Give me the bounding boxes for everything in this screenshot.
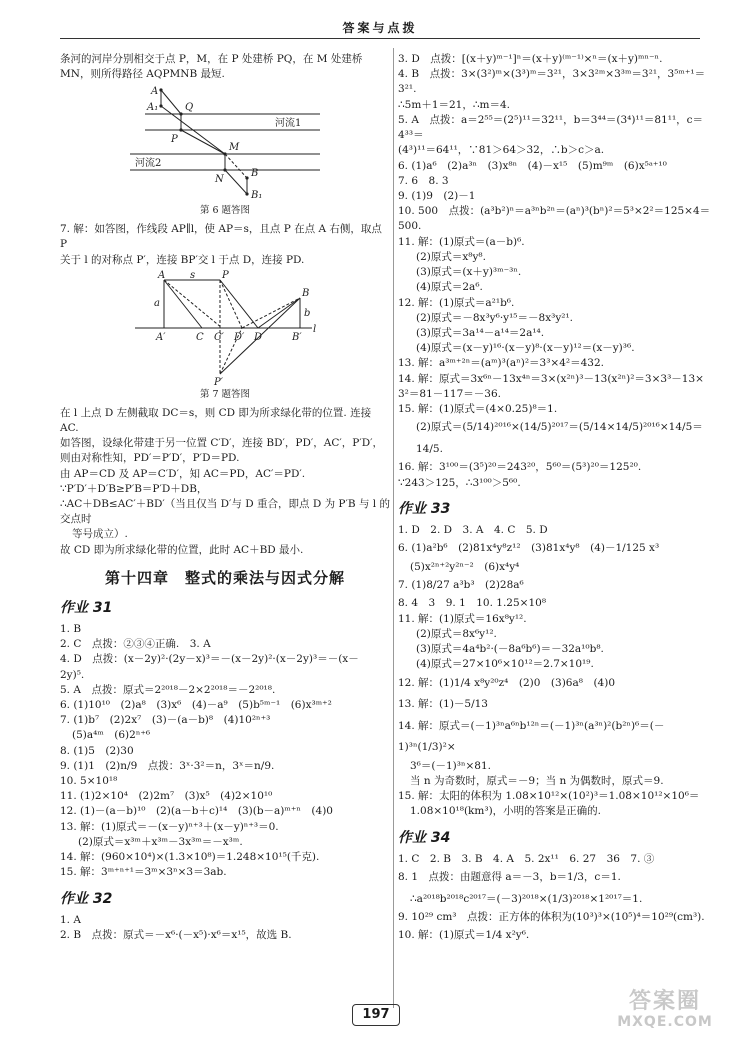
- answer-line: ∴5m＋1＝21，∴m＝4.: [398, 98, 511, 111]
- answer-line: (2)原式＝8x⁶y¹².: [416, 627, 497, 640]
- answer-line: (2)原式＝－8x³y⁶·y¹⁵＝－8x³y²¹.: [416, 311, 574, 324]
- column-divider: [393, 48, 394, 1008]
- section-title: 作业 34: [398, 829, 451, 846]
- answer-line: 9. 10²⁹ cm³ 点拨：正方体的体积为(10³)³×(10⁵)⁴＝10²⁹(cm³).: [398, 911, 705, 924]
- text-line: ∴AC＋DB≤AC′＋BD′（当且仅当 D′与 D 重合，即点 D 为 P′B 与 l 的交点时: [60, 497, 390, 526]
- answer-line: 1. A: [60, 913, 81, 926]
- answer-line: 2. C 点拨：②③④正确. 3. A: [60, 638, 211, 651]
- text-line: 在 l 上点 D 左侧截取 DC＝s，则 CD 即为所求绿化带的位置. 连接: [60, 406, 372, 419]
- answer-line: 7. (1)8/27 a³b³ (2)28a⁶: [398, 578, 524, 591]
- text-line: 条河的河岸分别相交于点 P，M，在 P 处建桥 PQ，在 M 处建桥: [60, 53, 363, 65]
- text-line: 7. 解：如答图，作线段 AP∥l，使 AP＝s，且点 P 在点 A 右侧，取点 P: [60, 223, 386, 251]
- answer-line: 14. 解：(960×10⁴)×(1.3×10⁸)＝1.248×10¹⁵(千克).: [60, 851, 320, 864]
- fig7-label: D′: [234, 331, 245, 343]
- answer-line: (2)原式＝x⁸y⁸.: [416, 250, 486, 263]
- fig7-label: D: [254, 331, 263, 343]
- figure-7-caption: 第 7 题答图: [199, 388, 251, 400]
- answer-line: 3²＝81－117＝－36.: [398, 387, 501, 400]
- answer-line: (3)原式＝4a⁴b²·(－8a⁶b⁶)＝－32a¹⁰b⁸.: [416, 643, 604, 656]
- answer-line: 13. 解：(1)原式＝－(x－y)ⁿ⁺³＋(x－y)ⁿ⁺³＝0.: [60, 820, 279, 833]
- answer-line: 12. 解：(1)1/4 x⁸y²⁰z⁴ (2)0 (3)6a⁸ (4)0: [398, 676, 615, 689]
- text-line: ∵P′D′＋D′B≥P′B＝P′D＋DB，: [60, 482, 208, 495]
- fig7-label: A: [158, 269, 166, 281]
- answer-line: 14. 解：原式＝3x⁶ⁿ－13x⁴ⁿ＝3×(x²ⁿ)³－13(x²ⁿ)²＝3×3³－13×: [398, 372, 704, 385]
- answer-line: 9. (1)1 (2)n/9 点拨：3ˣ·3²＝n，3ˣ＝n/9.: [60, 759, 275, 772]
- answer-line: 12. 解：(1)原式＝a²¹b⁶.: [398, 296, 515, 309]
- fig7-label: s: [190, 269, 196, 281]
- fig7-label: C′: [214, 331, 224, 343]
- answer-line: 2y)⁵.: [60, 668, 85, 681]
- answer-line: (3)原式＝3a¹⁴－a¹⁴＝2a¹⁴.: [416, 326, 545, 339]
- fig7-label: b: [304, 307, 311, 319]
- watermark-logo: [600, 990, 730, 1034]
- answer-line: 15. 解：太阳的体积为 1.08×10¹²×(10²)³＝1.08×10¹²×10⁶＝: [398, 790, 700, 803]
- text-line: 则由对称性知，PD′＝P′D′，P′D＝PD.: [60, 452, 240, 465]
- answer-line: (2)原式＝x³ᵐ＋x³ᵐ－3x³ᵐ＝－x³ᵐ.: [78, 835, 243, 848]
- answer-line: 10. 5×10¹⁸: [60, 775, 118, 788]
- section-title: 作业 31: [60, 599, 113, 616]
- answer-line: 3. D 点拨：[(x＋y)ᵐ⁻¹]ⁿ＝(x＋y)⁽ᵐ⁻¹⁾×ⁿ＝(x＋y)ᵐⁿ⁻ⁿ.: [398, 53, 663, 65]
- left-column: [60, 52, 390, 943]
- answer-line: 9. (1)9 (2)－1: [398, 189, 476, 202]
- answer-line: 5. A 点拨：原式＝2²⁰¹⁸－2×2²⁰¹⁸＝－2²⁰¹⁸.: [60, 683, 276, 696]
- answer-line: 8. (1)5 (2)30: [60, 744, 134, 757]
- right-column: [398, 52, 718, 947]
- answer-line: (3)原式＝(x＋y)³ᵐ⁻³ⁿ.: [416, 266, 522, 279]
- answer-line: 7. (1)b⁷ (2)2x⁷ (3)－(a－b)⁸ (4)10²ⁿ⁺³: [60, 714, 271, 727]
- answer-line: 10. 500 点拨：(a³b²)ⁿ＝a³ⁿb²ⁿ＝(aⁿ)³(bⁿ)²＝5³×2²＝125×4＝500.: [398, 205, 711, 233]
- answer-line: 11. (1)2×10⁴ (2)2m⁷ (3)x⁵ (4)2×10¹⁰: [60, 790, 273, 803]
- fig7-label: A′: [156, 331, 166, 343]
- text-line: 等号成立）.: [72, 528, 128, 541]
- fig6-label: Q: [185, 102, 194, 114]
- answer-line: 4. D 点拨：(x－2y)²·(2y－x)³＝－(x－2y)²·(x－2y)³＝－(x－: [60, 653, 359, 666]
- fig6-label: 河流1: [275, 118, 302, 130]
- answer-line: 2. B 点拨：原式＝－x⁶·(－x⁵)·x⁶＝x¹⁵，故选 B.: [60, 929, 292, 942]
- answer-line: 8. 1 点拨：由题意得 a＝－3，b＝1/3，c＝1.: [398, 871, 621, 884]
- answer-line: 14. 解：原式＝(－1)³ⁿa⁶ⁿb¹²ⁿ＝(－1)³ⁿ(a³ⁿ)²(b²ⁿ)⁶＝(－1)³ⁿ(1/3)²×: [398, 719, 665, 754]
- fig6-label: P: [171, 134, 178, 146]
- fig7-label: a: [154, 297, 160, 309]
- answer-line: 15. 解：(1)原式＝(4×0.25)⁸＝1.: [398, 403, 558, 416]
- answer-line: 13. 解：a³ᵐ⁺²ⁿ＝(aᵐ)³(aⁿ)²＝3³×4²＝432.: [398, 357, 605, 370]
- section-title: 作业 33: [398, 500, 451, 517]
- fig7-label: P′: [214, 376, 223, 386]
- text-line: 关于 l 的对称点 P′，连接 BP′交 l 于点 D，连接 PD.: [60, 253, 305, 266]
- answer-line: 16. 解：3¹⁰⁰＝(3⁵)²⁰＝243²⁰，5⁶⁰＝(5³)²⁰＝125²⁰.: [398, 461, 642, 474]
- answer-line: 3⁶＝(－1)³ⁿ×81.: [410, 759, 492, 772]
- answer-line: 7. 6 8. 3: [398, 174, 449, 187]
- text-line: AC.: [60, 421, 79, 434]
- answer-line: ∴a²⁰¹⁸b²⁰¹⁸c²⁰¹⁷＝(－3)²⁰¹⁸×(1/3)²⁰¹⁸×1²⁰¹⁷＝1.: [410, 892, 643, 905]
- chapter-title: 第十四章 整式的乘法与因式分解: [104, 568, 345, 587]
- figure-6-caption: 第 6 题答图: [199, 205, 251, 217]
- section-title: 作业 32: [60, 890, 113, 907]
- watermark-url: MXQE.COM: [617, 1014, 713, 1030]
- answer-line: 11. 解：(1)原式＝(a－b)⁶.: [398, 235, 525, 248]
- answer-line: 5. A 点拨：a＝2⁵⁵＝(2⁵)¹¹＝32¹¹，b＝3⁴⁴＝(3⁴)¹¹＝81¹¹，c＝4³³＝: [398, 113, 704, 142]
- answer-line: (4)原式＝27×10⁶×10¹²＝2.7×10¹⁹.: [416, 658, 594, 671]
- answer-line: (4³)¹¹＝64¹¹，∵81＞64＞32，∴b＞c＞a.: [398, 144, 605, 157]
- fig6-label: 河流2: [135, 158, 162, 170]
- answer-line: 1. D 2. D 3. A 4. C 5. D: [398, 524, 548, 537]
- fig6-label: A₁: [147, 102, 159, 114]
- answer-line: 15. 解：3ᵐ⁺ⁿ⁺¹＝3ᵐ×3ⁿ×3＝3ab.: [60, 866, 227, 879]
- text-line: 由 AP＝CD 及 AP＝C′D′，知 AC＝PD，AC′＝PD′.: [60, 467, 306, 480]
- answer-line: 当 n 为奇数时，原式＝－9；当 n 为偶数时，原式＝9.: [410, 774, 664, 787]
- fig6-label: B₁: [251, 190, 263, 202]
- answer-line: (5)a⁴ᵐ (6)2ⁿ⁺⁶: [72, 729, 151, 742]
- text-line: 如答图，设绿化带建于另一位置 C′D′，连接 BD′，PD′，AC′，P′D′，: [60, 437, 384, 450]
- fig7-label: l: [313, 323, 317, 335]
- answer-line: 12. (1)－(a－b)¹⁰ (2)(a－b＋c)¹⁴ (3)(b－a)ᵐ⁺ⁿ (4)0: [60, 805, 333, 818]
- fig6-label: M: [229, 142, 240, 154]
- answer-line: 6. (1)10¹⁰ (2)a⁸ (3)x⁶ (4)－a⁹ (5)b⁵ᵐ⁻¹ (6)x³ᵐ⁺²: [60, 698, 332, 711]
- answer-line: 1.08×10¹⁸(km³)，小明的答案是正确的.: [410, 805, 602, 818]
- answer-line: 8. 4 3 9. 1 10. 1.25×10⁸: [398, 597, 547, 610]
- text-line: 故 CD 即为所求绿化带的位置，此时 AC＋BD 最小.: [60, 543, 304, 556]
- answer-line: (2)原式＝(5/14)²⁰¹⁶×(14/5)²⁰¹⁷＝(5/14×14/5)²⁰¹⁶×14/5＝14/5.: [416, 421, 703, 455]
- answer-line: 6. (1)a²b⁶ (2)81x⁴y⁸z¹² (3)81x⁴y⁸ (4)－1/125 x³: [398, 542, 660, 555]
- answer-line: (4)原式＝2a⁶.: [416, 281, 483, 294]
- fig7-label: P: [222, 269, 229, 281]
- fig7-label: C: [196, 331, 204, 343]
- fig7-label: B′: [292, 331, 302, 343]
- answer-line: (4)原式＝(x－y)¹⁶·(x－y)⁸·(x－y)¹²＝(x－y)³⁶.: [416, 342, 635, 355]
- page-number: [352, 1004, 400, 1026]
- text-line: MN，则所得路径 AQPMNB 最短.: [60, 68, 225, 81]
- fig7-label: B: [302, 287, 310, 299]
- header-title: 答案与点拨: [342, 21, 418, 35]
- page-header: [60, 20, 700, 39]
- watermark-text: 答案圈: [628, 989, 701, 1014]
- answer-line: 10. 解：(1)原式＝1/4 x²y⁶.: [398, 929, 530, 942]
- page-number-text: 197: [362, 1007, 390, 1022]
- answer-line: 4. B 点拨：3×(3²)ᵐ×(3³)ᵐ＝3²¹，3×3²ᵐ×3³ᵐ＝3²¹，3⁵ᵐ⁺¹＝3²¹.: [398, 68, 706, 96]
- fig6-label: N: [215, 174, 224, 186]
- answer-line: 1. C 2. B 3. B 4. A 5. 2x¹¹ 6. 27 36 7. ③: [398, 852, 655, 865]
- fig6-label: B: [251, 168, 259, 180]
- figure-7-diagram: [130, 270, 320, 386]
- answer-line: 11. 解：(1)原式＝16x⁸y¹².: [398, 612, 527, 625]
- answer-line: 1. B: [60, 622, 82, 635]
- answer-line: ∵243＞125，∴3¹⁰⁰＞5⁶⁰.: [398, 476, 521, 489]
- figure-6-diagram: [125, 84, 325, 202]
- answer-line: 6. (1)a⁶ (2)a³ⁿ (3)x⁸ⁿ (4)－x¹⁵ (5)m⁹ᵐ (6)x⁵ᵃ⁺¹⁰: [398, 159, 667, 172]
- answer-line: 13. 解：(1)－5/13: [398, 698, 488, 711]
- fig6-label: A: [151, 86, 159, 98]
- answer-line: (5)x²ⁿ⁺²y²ⁿ⁻² (6)x⁴y⁴: [410, 560, 520, 573]
